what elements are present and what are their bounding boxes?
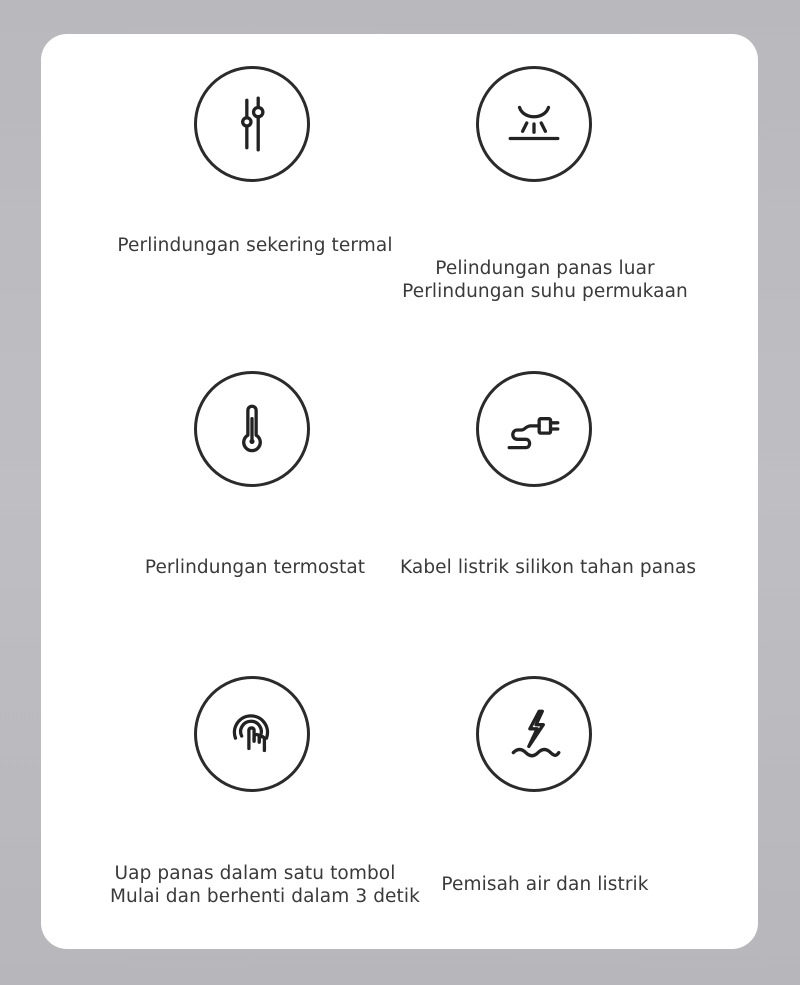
feature-thermal-fuse	[110, 66, 400, 266]
feature-label	[110, 862, 420, 908]
touch-button-icon	[221, 703, 283, 765]
feature-label-line: Perlindungan sekering termal	[117, 235, 393, 256]
feature-label-line: Perlindungan suhu permukaan	[402, 281, 688, 302]
surface-heat-icon	[503, 93, 565, 155]
feature-label-line: Pelindungan panas luar	[435, 258, 655, 279]
feature-label	[110, 234, 400, 257]
feature-one-button-steam	[110, 676, 420, 916]
touch-button-icon-circle[interactable]	[194, 676, 310, 792]
thermometer-icon-circle	[194, 371, 310, 487]
feature-silicone-cable	[400, 371, 697, 591]
feature-surface-heat	[400, 66, 690, 302]
feature-label-line: Perlindungan termostat	[144, 557, 366, 578]
surface-heat-icon-circle	[476, 66, 592, 182]
fuse-sliders-icon-circle	[194, 66, 310, 182]
feature-label	[400, 873, 690, 896]
feature-label-line: Uap panas dalam satu tombol	[114, 863, 396, 884]
feature-label-line: Kabel listrik silikon tahan panas	[400, 557, 697, 578]
feature-label	[400, 556, 697, 579]
fuse-sliders-icon	[221, 93, 283, 155]
feature-label	[400, 257, 690, 303]
feature-label-line: Mulai dan berhenti dalam 3 detik	[110, 886, 420, 907]
thermometer-icon	[221, 398, 283, 460]
lightning-water-icon-circle	[476, 676, 592, 792]
power-plug-icon-circle	[476, 371, 592, 487]
feature-label	[110, 556, 400, 579]
lightning-water-icon	[503, 703, 565, 765]
features-card	[41, 34, 758, 949]
feature-label-line: Pemisah air dan listrik	[441, 874, 649, 895]
feature-water-electric-separation	[400, 676, 690, 916]
feature-thermostat	[110, 371, 400, 591]
power-plug-icon	[503, 398, 565, 460]
